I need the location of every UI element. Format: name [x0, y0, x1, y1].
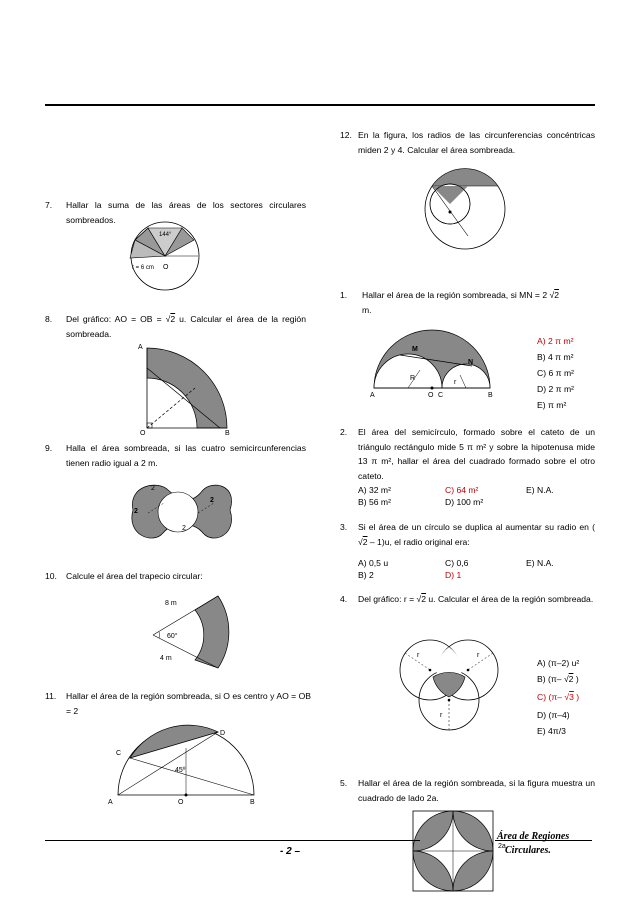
sqrt-value: 2 — [568, 674, 574, 684]
q3-options — [358, 557, 598, 585]
figure-semicircles-mn — [360, 330, 500, 400]
q1-options — [537, 334, 597, 414]
sqrt-value: 2 — [421, 594, 427, 604]
option-b[interactable]: B) 56 m² — [358, 497, 391, 507]
label-2-top: 2 — [151, 485, 155, 492]
sqrt-symbol: √ — [549, 290, 555, 300]
text-part: Del gráfico: AO = OB = — [66, 314, 166, 324]
option-c[interactable]: C) 6 π m² — [537, 368, 574, 378]
question-number: 3. — [340, 522, 348, 532]
radius-label: r = 6 cm — [132, 265, 154, 271]
sqrt-symbol: √ — [165, 314, 171, 324]
q2-options — [358, 484, 598, 512]
option-d[interactable]: D) 100 m² — [445, 497, 484, 507]
figure-square-arcs — [410, 808, 506, 894]
label-big-r: R — [410, 375, 416, 382]
option-a[interactable]: A) 32 m² — [358, 485, 391, 495]
label-small-r: r — [454, 379, 457, 386]
option-c[interactable]: C) 64 m² — [445, 485, 479, 495]
text-part: Si el área de un círculo se duplica al aumentar su radio en ( — [358, 522, 595, 532]
label-o: O — [428, 392, 434, 399]
label-2-left: 2 — [134, 508, 138, 515]
angle-label: 144° — [159, 232, 172, 238]
sqrt-symbol: √ — [358, 536, 363, 547]
option-e[interactable]: E) N.A. — [526, 485, 554, 495]
problem-number: 12. — [340, 130, 352, 140]
sqrt-value: 2 — [170, 314, 176, 324]
text-part: ) — [573, 692, 580, 702]
label-n: N — [468, 359, 474, 366]
problem-text — [66, 312, 306, 341]
label-4m: 4 m — [160, 655, 172, 662]
problem-number: 7. — [45, 200, 53, 210]
label-a: A — [108, 799, 113, 806]
label-2-bottom: 2 — [182, 525, 186, 532]
problem-text: Halla el área sombreada, si las cuatro semicircunferencias tienen radio igual a 2 m. — [66, 443, 306, 468]
figure-quarter-ring — [135, 340, 245, 435]
option-e[interactable]: E) N.A. — [526, 558, 554, 568]
problem-number: 9. — [45, 443, 53, 453]
option-b[interactable]: B) 4 π m² — [537, 352, 574, 362]
figure-sectors — [110, 218, 210, 290]
center-label: O — [163, 264, 169, 271]
question-text: El área del semicírculo, formado sobre el cateto de un triángulo rectángulo mide 5 π m² y sobre la hipotenusa mide 13 π m², hallar el área del cuadrado formado sobre el otro cateto. — [358, 427, 595, 481]
problem-text: Calcule el área del trapecio circular: — [66, 571, 203, 581]
option-b[interactable] — [537, 672, 602, 690]
question-5 — [340, 776, 595, 806]
option-c[interactable]: C) 0,6 — [445, 558, 469, 568]
label-angle: 45º — [175, 767, 186, 774]
label-r-right: r — [477, 652, 480, 659]
label-2-right: 2 — [210, 497, 214, 504]
problem-text: Hallar el área de la región sombreada, si O es centro y AO = OB = 2 — [66, 691, 311, 716]
sqrt-value: 2 — [554, 290, 559, 300]
sqrt-symbol: √ — [563, 674, 569, 684]
option-d[interactable]: D) 2 π m² — [537, 384, 574, 394]
sqrt-symbol: √ — [416, 594, 422, 604]
page-number: - 2 – — [280, 846, 301, 857]
problem-number: 11. — [45, 691, 57, 701]
label-2a: 2a — [498, 843, 506, 850]
option-a[interactable]: A) (π–2) u² — [537, 658, 580, 668]
label-r-bottom: r — [440, 712, 443, 719]
question-3 — [340, 520, 595, 552]
problem-9 — [45, 441, 307, 471]
label-8m: 8 m — [165, 600, 177, 607]
problem-11 — [45, 689, 311, 719]
problem-number: 8. — [45, 314, 53, 324]
option-d[interactable]: D) (π–4) — [537, 710, 570, 720]
question-2 — [340, 425, 595, 485]
figure-semicircles — [118, 475, 243, 550]
sqrt-value: 2 — [362, 536, 368, 547]
text-part: ) — [573, 674, 579, 684]
question-text — [362, 288, 595, 303]
text-part: – 1)u, el radio original era: — [367, 536, 470, 547]
option-a[interactable]: A) 2 π m² — [537, 336, 574, 346]
label-d: D — [220, 730, 226, 737]
question-text — [358, 592, 595, 607]
question-number: 4. — [340, 594, 348, 604]
problem-number: 10. — [45, 571, 57, 581]
question-text — [358, 520, 595, 549]
question-4 — [340, 592, 595, 624]
sqrt-symbol: √ — [564, 692, 570, 702]
label-o: O — [140, 430, 146, 437]
label-angle: 60° — [167, 633, 178, 640]
label-c: C — [116, 750, 122, 757]
footer-title: Área de Regiones — [497, 831, 570, 842]
option-c[interactable] — [537, 690, 602, 708]
question-number: 1. — [340, 290, 348, 300]
footer-subtitle: Circulares. — [505, 845, 551, 856]
label-b: B — [488, 392, 493, 399]
footer-rule — [45, 840, 420, 841]
figure-concentric — [420, 164, 510, 254]
label-m: M — [412, 346, 418, 353]
figure-circular-trapezoid — [145, 590, 255, 675]
problem-text: En la figura, los radios de las circunferencias concéntricas miden 2 y 4. Calcular el área sombreada. — [358, 130, 595, 155]
text-part: Del gráfico: r = — [358, 594, 417, 604]
text-part: m. — [362, 305, 372, 315]
option-a[interactable]: A) 0,5 u — [358, 558, 389, 568]
option-e[interactable]: E) 4π/3 — [537, 726, 566, 736]
text-part: B) (π– — [537, 674, 564, 684]
figure-semicircle-chord — [100, 720, 275, 808]
text-part: Hallar el área de la región sombreada, si MN = 2 — [362, 290, 550, 300]
label-r-left: r — [417, 652, 420, 659]
label-o: O — [178, 799, 184, 806]
question-number: 5. — [340, 778, 348, 788]
label-b: B — [250, 799, 255, 806]
problem-12 — [340, 128, 595, 158]
text-part: u. Calcular el área de la región sombreada. — [66, 314, 306, 339]
option-b[interactable]: B) 2 — [358, 570, 374, 580]
label-b: B — [225, 430, 230, 437]
text-part: u. Calcular el área de la región sombreada. — [426, 594, 594, 604]
q4-options — [537, 656, 602, 740]
label-a: A — [138, 344, 143, 351]
question-1 — [340, 288, 595, 318]
text-part: C) (π– — [537, 692, 565, 702]
sqrt-value: 3 — [569, 692, 574, 702]
question-text: Hallar el área de la región sombreada, si la figura muestra un cuadrado de lado 2a. — [358, 778, 595, 803]
figure-three-circles — [395, 635, 503, 735]
option-d[interactable]: D) 1 — [445, 570, 462, 580]
header-rule — [45, 104, 595, 106]
problem-10 — [45, 569, 307, 584]
option-e[interactable]: E) π m² — [537, 400, 567, 410]
label-c: C — [438, 392, 444, 399]
question-number: 2. — [340, 427, 348, 437]
problem-text: Hallar la suma de las áreas de los sectores circulares sombreados. — [66, 200, 306, 225]
problem-8 — [45, 312, 307, 342]
label-a: A — [370, 392, 375, 399]
